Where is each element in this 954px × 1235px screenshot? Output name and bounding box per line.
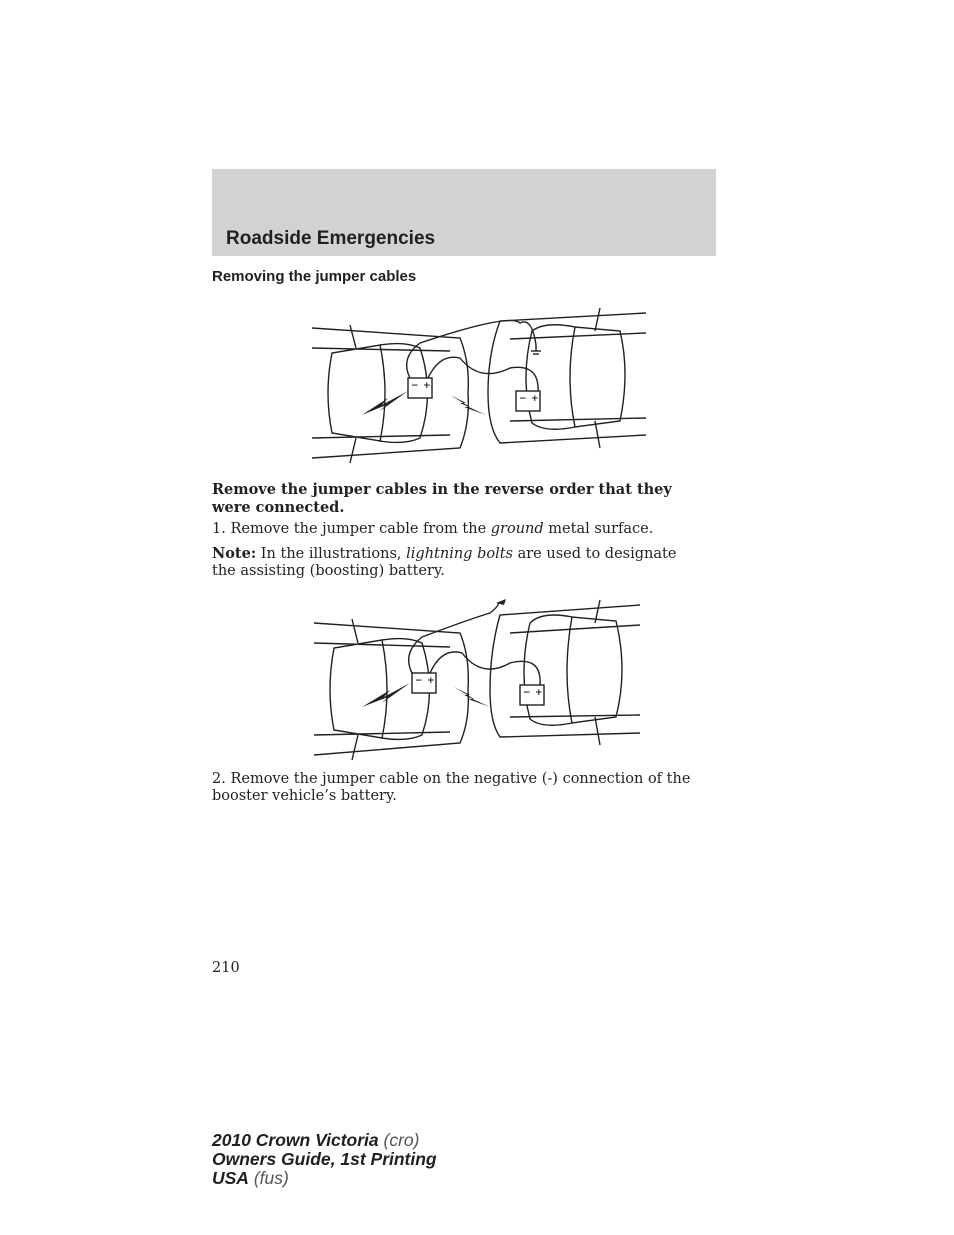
instruction-bold-paragraph: [212, 481, 692, 517]
battery-plus-label: +: [531, 394, 539, 404]
footer-model: 2010 Crown Victoria: [212, 1130, 379, 1150]
instruction-bold-text: Remove the jumper cables in the reverse order that they were connected.: [212, 481, 672, 516]
battery-plus-label: +: [423, 381, 431, 391]
note-suffix: are used to designate the assisting (boosting) battery.: [212, 546, 677, 579]
footer-guide: Owners Guide, 1st Printing: [212, 1149, 437, 1169]
note-paragraph: [212, 545, 692, 580]
step-1-italic: ground: [490, 521, 544, 537]
battery-minus-label: −: [523, 688, 531, 698]
jumper-cables-figure-2: [310, 595, 650, 765]
note-prefix: In the illustrations,: [256, 546, 407, 562]
step-2: 2. Remove the jumper cable on the negative (-) connection of the booster vehicle’s battery.: [212, 771, 691, 804]
note-label: Note:: [212, 545, 257, 562]
battery-plus-label: +: [535, 688, 543, 698]
battery-plus-label: +: [427, 676, 435, 686]
jumper-cables-figure-1: [310, 303, 650, 468]
battery-minus-label: −: [415, 676, 423, 686]
page-number: 210: [212, 960, 240, 976]
footer-market: USA: [212, 1168, 249, 1188]
step-1-suffix: metal surface.: [543, 521, 654, 537]
footer: [212, 1131, 437, 1188]
section-title: Roadside Emergencies: [226, 228, 436, 249]
battery-minus-label: −: [411, 381, 419, 391]
step-1: [212, 521, 692, 538]
footer-model-code: (cro): [378, 1130, 420, 1150]
battery-minus-label: −: [519, 394, 527, 404]
step-1-prefix: 1. Remove the jumper cable from the: [212, 521, 491, 537]
subheading: Removing the jumper cables: [212, 268, 417, 285]
note-italic: lightning bolts: [406, 546, 513, 562]
footer-market-code: (fus): [248, 1168, 289, 1188]
